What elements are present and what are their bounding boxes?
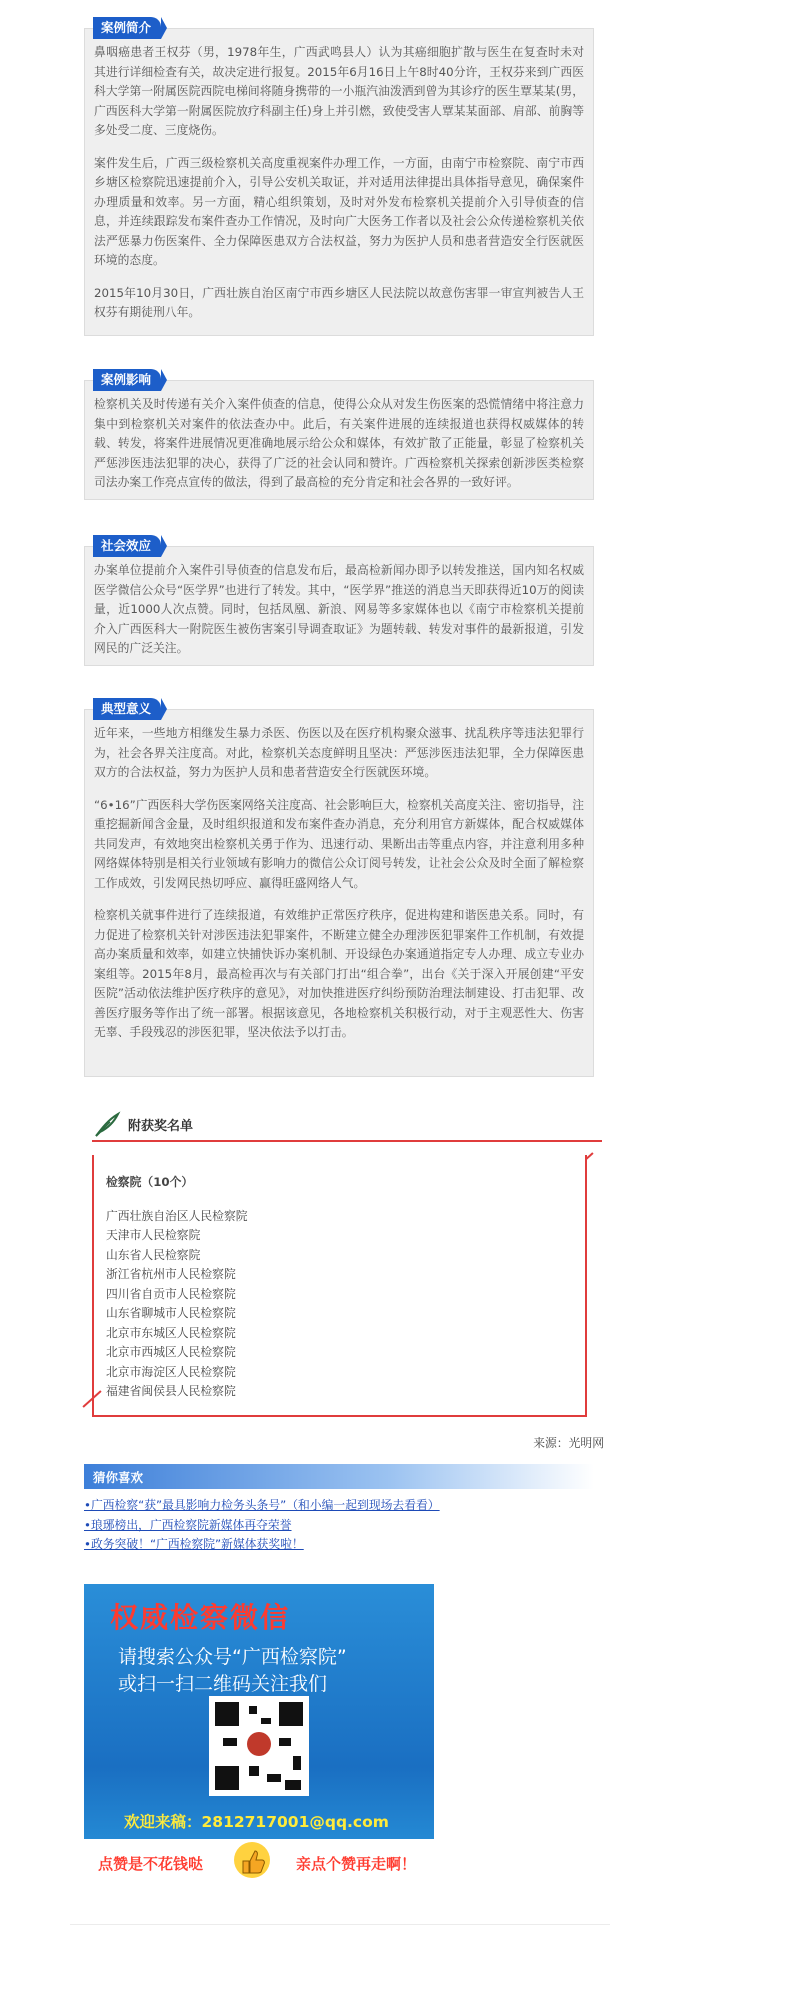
paragraph: 近年来，一些地方相继发生暴力杀医、伤医以及在医疗机构聚众滋事、扰乱秩序等违法犯罪行为，社会各界关注度高。对此，检察机关态度鲜明且坚决：严惩涉医违法犯罪，全力保障医患双方的合法权益，努力为医护人员和患者营造安全行医就医环境。 (94, 726, 584, 779)
paragraph: 检察机关及时传递有关介入案件侦查的信息，使得公众从对发生伤医案的恐慌情绪中将注意力集中到检察机关对案件的依法查办中。此后，有关案件进展的连续报道也获得权威媒体的转载、转发，将案件进展情况更准确地展示给公众和媒体，有效扩散了正能量，彰显了检察机关严惩涉医违法犯罪的决心，获得了广泛的社会认同和赞许。广西检察机关探索创新涉医类检察司法办案工作亮点宣传的做法，得到了最高检的充分肯定和社会各界的一致好评。 (94, 397, 584, 489)
list-item: 广西壮族自治区人民检察院 (106, 1208, 248, 1223)
poster-line: 请搜索公众号“广西检察院” (118, 1646, 347, 1668)
list-item: 天津市人民检察院 (106, 1228, 201, 1242)
poster-footer (84, 1839, 434, 1889)
paragraph: 鼻咽癌患者王权芬（男，1978年生，广西武鸣县人）认为其癌细胞扩散与医生在复查时未对其进行详细检查有关，故决定进行报复。2015年6月16日上午8时40分许，王权芬来到广西医科大学第一附属医院西院电梯间将随身携带的一小瓶汽油泼洒到曾为其诊疗的医生覃某某(男，广西医科大学第一附属医院放疗科副主任)身上并引燃，致使受害人覃某某面部、肩部、前胸等多处受二度、三度烧伤。 (94, 45, 584, 137)
recommend-links (84, 1496, 440, 1555)
paragraph: 检察机关就事件进行了连续报道，有效维护正常医疗秩序，促进构建和谐医患关系。同时，有力促进了检察机关针对涉医违法犯罪案件，不断建立健全办理涉医犯罪案件工作机制，有效提高办案质量和效率，如建立快捕快诉办案机制、开设绿色办案通道指定专人办理、成立专业办案组等。2015年8月，最高检再次与有关部门打出“组合拳”，出台《关于深入开展创建“平安医院”活动依法维护医疗秩序的意见》，对加快推进医疗纠纷预防治理法制建设、打击犯罪、改善医疗服务等作出了统一部署。根据该意见，各地检察机关积极行动，对于主观恶性大、伤害无辜、手段残忍的涉医犯罪，坚决依法予以打击。 (94, 908, 584, 1039)
qr-code-icon[interactable] (209, 1696, 309, 1796)
section-tag: 案例简介 (93, 17, 161, 39)
list-item: 北京市东城区人民检察院 (106, 1325, 236, 1340)
recommend-link[interactable]: •政务突破！“广西检察院”新媒体获奖啦！ (84, 1537, 304, 1551)
social-effect-section (84, 538, 594, 666)
paragraph: “6•16”广西医科大学伤医案网络关注度高、社会影响巨大，检察机关高度关注、密切指导，注重挖掘新闻含金量，及时组织报道和发布案件查办消息，充分利用官方新媒体，配合权威媒体共同发声，有效地突出检察机关勇于作为、迅速行动、果断出击等重点内容，并注意利用多种网络媒体特别是相关行业领域有影响力的微信公众订阅号转发，让社会公众及时全面了解检察工作成效，引发网民热切呼应、赢得旺盛网络人气。 (94, 797, 584, 890)
list-item: 四川省自贡市人民检察院 (106, 1286, 236, 1301)
awards-category: 检察院（10个） (106, 1175, 194, 1189)
awards-title: 附获奖名单 (128, 1119, 194, 1134)
poster-headline: 权威检察微信 (110, 1601, 291, 1634)
section-tag: 案例影响 (93, 369, 161, 391)
contribute-email: 欢迎来稿：2812717001@qq.com (124, 1813, 389, 1831)
awards-header (92, 1110, 602, 1138)
poster-line: 或扫一扫二维码关注我们 (118, 1673, 328, 1695)
divider (70, 1924, 610, 1925)
source-text: 来源：光明网 (533, 1436, 604, 1450)
recommend-header (84, 1464, 594, 1489)
paragraph: 办案单位提前介入案件引导侦查的信息发布后，最高检新闻办即予以转发推送，国内知名权威医学微信公众号“医学界”也进行了转发。其中，“医学界”推送的消息当天即获得近10万的阅读量，近1000人次点赞。同时，包括凤凰、新浪、网易等多家媒体也以《南宁市检察机关提前介入广西医科大一附院医生被伤害案引导调查取证》为题转载、转发对事件的最新报道，引发网民的广泛关注。 (94, 563, 584, 655)
list-item: 北京市海淀区人民检察院 (106, 1364, 236, 1379)
wechat-promo-poster (84, 1584, 434, 1889)
paragraph: 案件发生后，广西三级检察机关高度重视案件办理工作，一方面，由南宁市检察院、南宁市西乡塘区检察院迅速提前介入，引导公安机关取证，并对适用法律提出具体指导意见，确保案件办理质量和效率。另一方面，精心组织策划，及时对外发布检察机关提前介入引导侦查的信息，并连续跟踪发布案件查办工作情况，及时向广大医务工作者以及社会公众传递检察机关依法严惩暴力伤医案件、全力保障医患双方合法权益，努力为医护人员和患者营造安全行医就医环境的态度。 (94, 155, 584, 267)
thumbs-up-icon (231, 1839, 273, 1881)
feather-icon (92, 1110, 122, 1140)
section-tag: 典型意义 (93, 698, 161, 720)
case-intro-section (84, 20, 594, 336)
section-tag: 社会效应 (93, 535, 161, 557)
typical-significance-section (84, 701, 594, 1077)
awards-list-box (92, 1155, 587, 1417)
recommend-link[interactable]: •广西检察“获”最具影响力检务头条号”（和小编一起到现场去看看） (84, 1498, 440, 1512)
list-item: 北京市西城区人民检察院 (106, 1345, 236, 1359)
poster-footer-right: 亲点个赞再走啊！ (296, 1855, 417, 1873)
poster-footer-left: 点赞是不花钱哒 (98, 1855, 204, 1873)
paragraph: 2015年10月30日，广西壮族自治区南宁市西乡塘区人民法院以故意伤害罪一审宣判被告人王权芬有期徒刑八年。 (94, 285, 584, 319)
recommend-title: 猜你喜欢 (93, 1470, 144, 1485)
list-item: 山东省聊城市人民检察院 (106, 1306, 236, 1320)
case-impact-section (84, 372, 594, 500)
list-item: 山东省人民检察院 (106, 1247, 201, 1262)
list-item: 福建省闽侯县人民检察院 (106, 1384, 236, 1398)
divider (92, 1140, 602, 1142)
recommend-link[interactable]: •琅琊榜出，广西检察院新媒体再夺荣誉 (84, 1517, 292, 1532)
list-item: 浙江省杭州市人民检察院 (106, 1267, 236, 1281)
